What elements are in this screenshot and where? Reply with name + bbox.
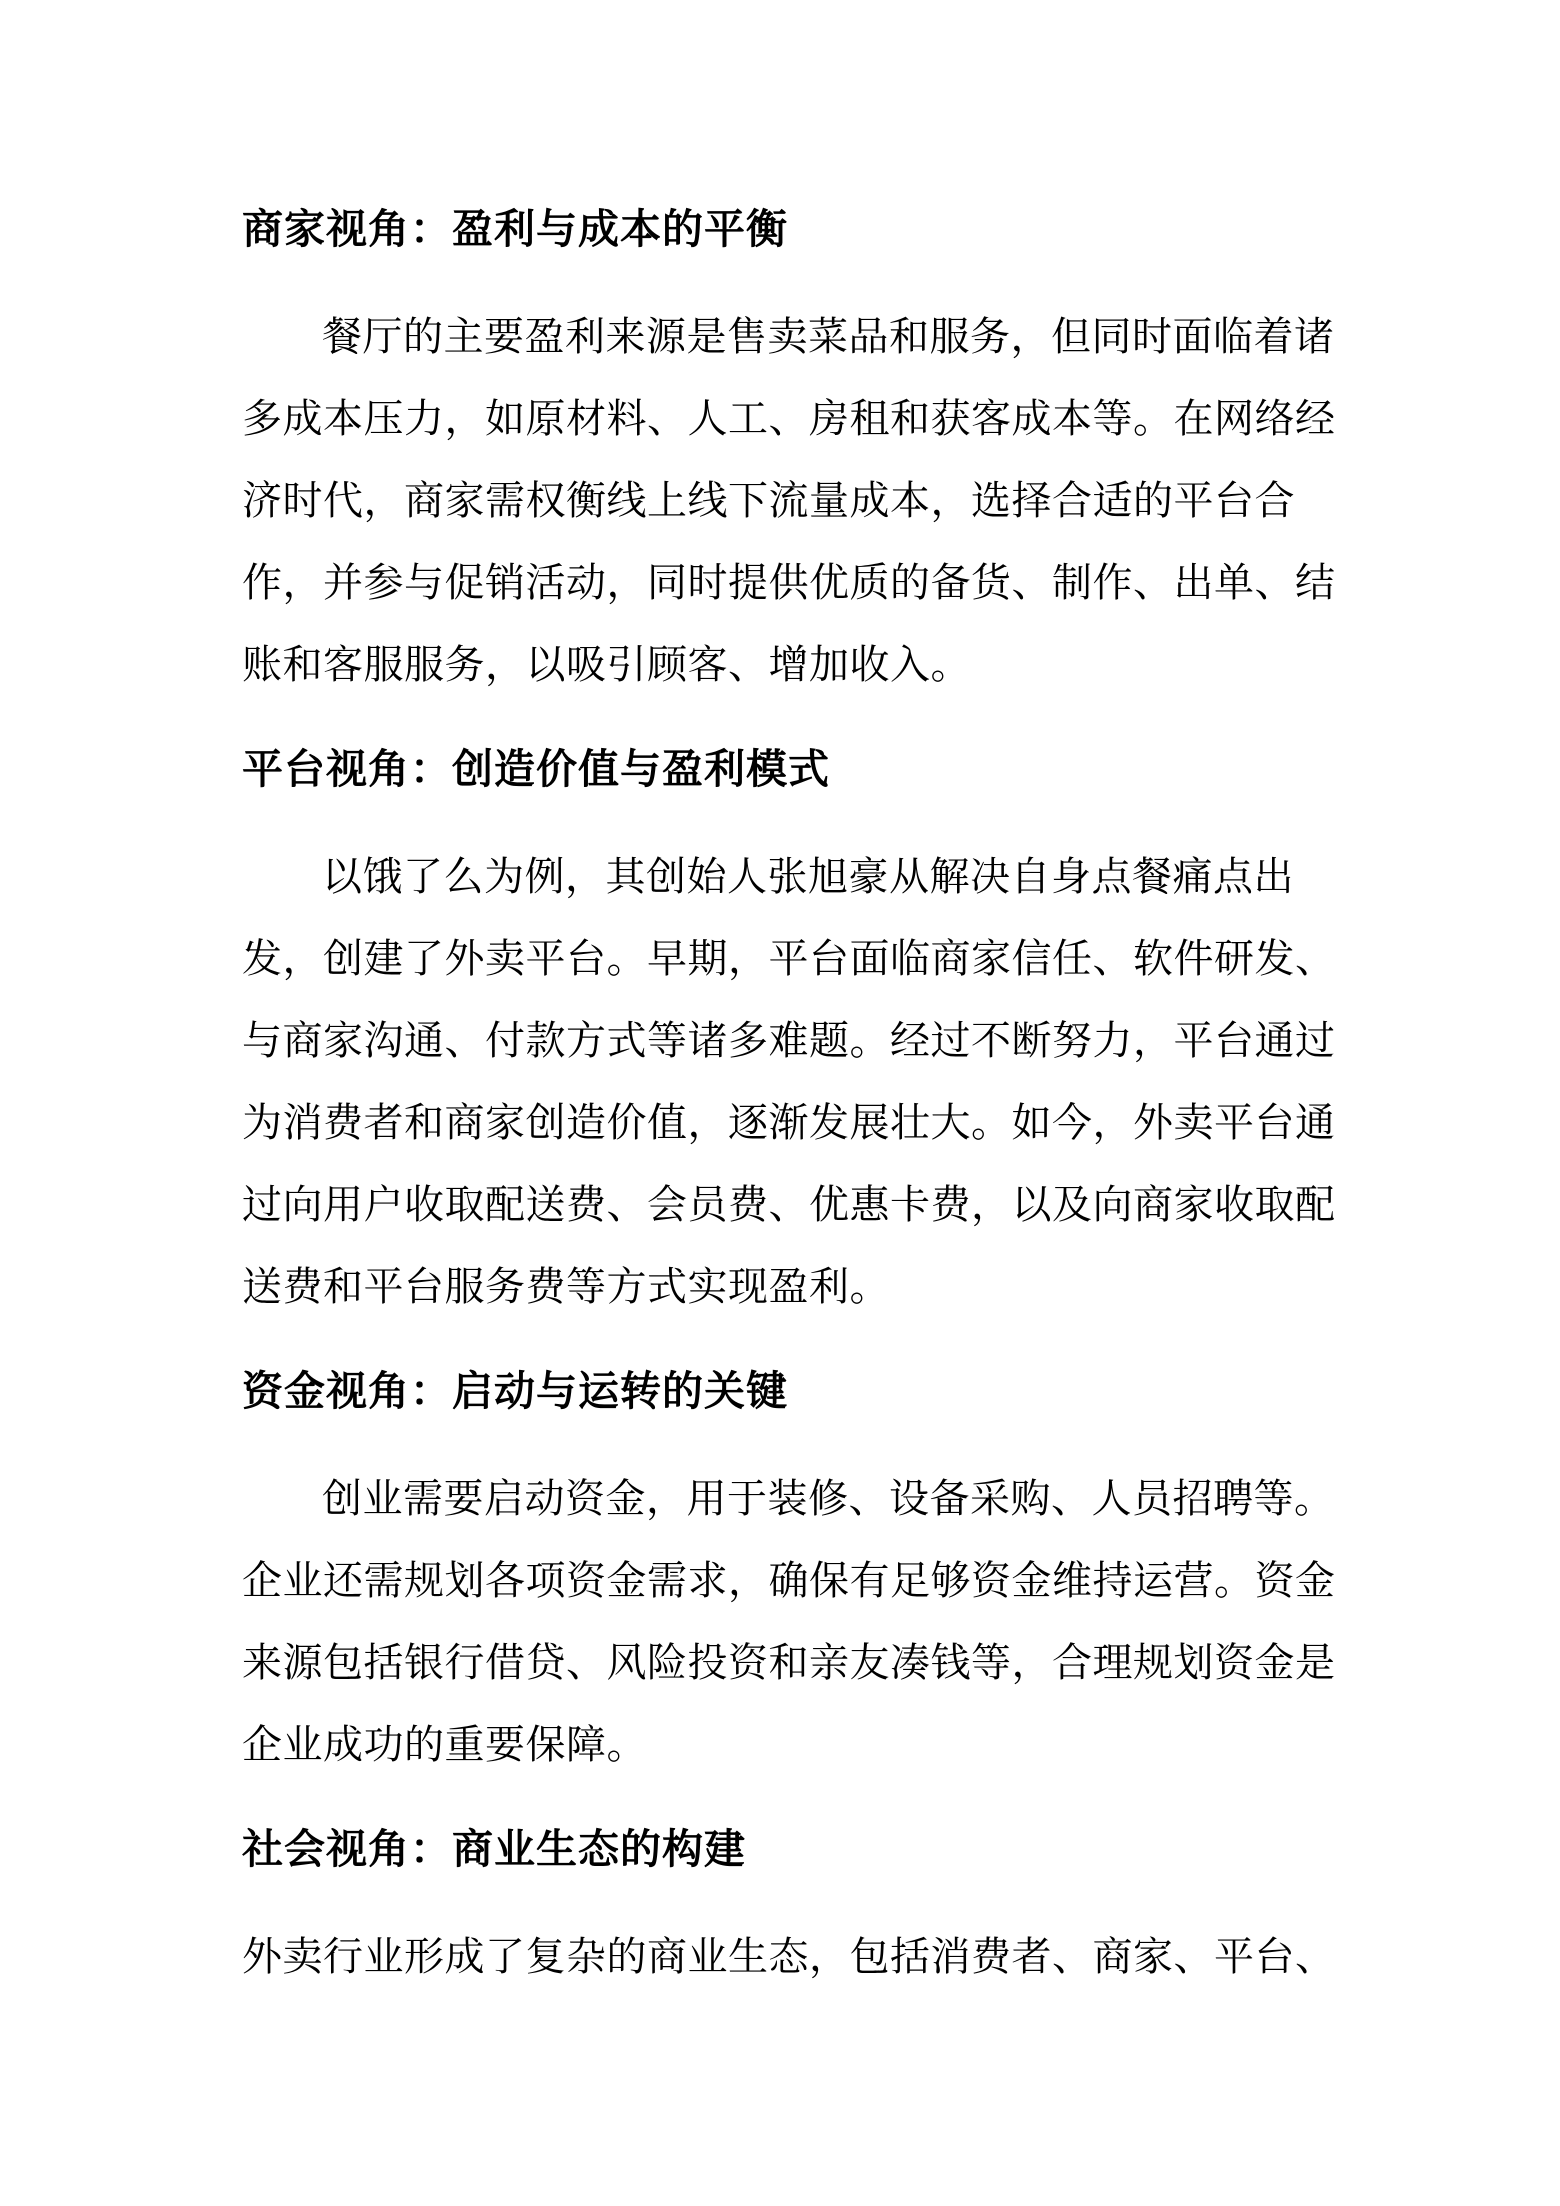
document-body <box>242 0 1336 1998</box>
paragraph-line: 餐厅的主要盈利来源是售卖菜品和服务，但同时面临着诸 <box>322 314 1335 359</box>
paragraph-line: 济时代，商家需权衡线上线下流量成本，选择合适的平台合 <box>242 478 1295 523</box>
section-heading: 资金视角：启动与运转的关键 <box>242 1368 788 1414</box>
paragraph-line: 创业需要启动资金，用于装修、设备采购、人员招聘等。 <box>322 1476 1335 1521</box>
paragraph-line: 来源包括银行借贷、风险投资和亲友凑钱等，合理规划资金是 <box>242 1640 1336 1685</box>
paragraph-line: 过向用户收取配送费、会员费、优惠卡费，以及向商家收取配 <box>242 1182 1336 1227</box>
section-heading: 商家视角：盈利与成本的平衡 <box>242 206 788 252</box>
paragraph-line: 作，并参与促销活动，同时提供优质的备货、制作、出单、结 <box>242 560 1336 605</box>
paragraph-line: 外卖行业形成了复杂的商业生态，包括消费者、商家、平台、 <box>242 1934 1336 1979</box>
paragraph-line: 企业还需规划各项资金需求，确保有足够资金维持运营。资金 <box>242 1558 1336 1603</box>
paragraph-line: 与商家沟通、付款方式等诸多难题。经过不断努力，平台通过 <box>242 1018 1336 1063</box>
paragraph <box>242 296 1336 706</box>
paragraph <box>242 1916 1336 1998</box>
document-section <box>242 728 1336 1328</box>
paragraph-line: 企业成功的重要保障。 <box>242 1722 647 1767</box>
document-section <box>242 1808 1336 1998</box>
section-heading: 平台视角：创造价值与盈利模式 <box>242 746 830 792</box>
paragraph-line: 送费和平台服务费等方式实现盈利。 <box>242 1264 890 1309</box>
document-section <box>242 188 1336 706</box>
paragraph <box>242 836 1336 1328</box>
document-section <box>242 1350 1336 1786</box>
paragraph-line: 为消费者和商家创造价值，逐渐发展壮大。如今，外卖平台通 <box>242 1100 1336 1145</box>
paragraph-line: 以饿了么为例，其创始人张旭豪从解决自身点餐痛点出 <box>322 854 1294 899</box>
section-heading: 社会视角：商业生态的构建 <box>242 1826 746 1872</box>
paragraph-line: 多成本压力，如原材料、人工、房租和获客成本等。在网络经 <box>242 396 1336 441</box>
paragraph-line: 发，创建了外卖平台。早期，平台面临商家信任、软件研发、 <box>242 936 1336 981</box>
paragraph <box>242 1458 1336 1786</box>
paragraph-line: 账和客服服务，以吸引顾客、增加收入。 <box>242 642 971 687</box>
